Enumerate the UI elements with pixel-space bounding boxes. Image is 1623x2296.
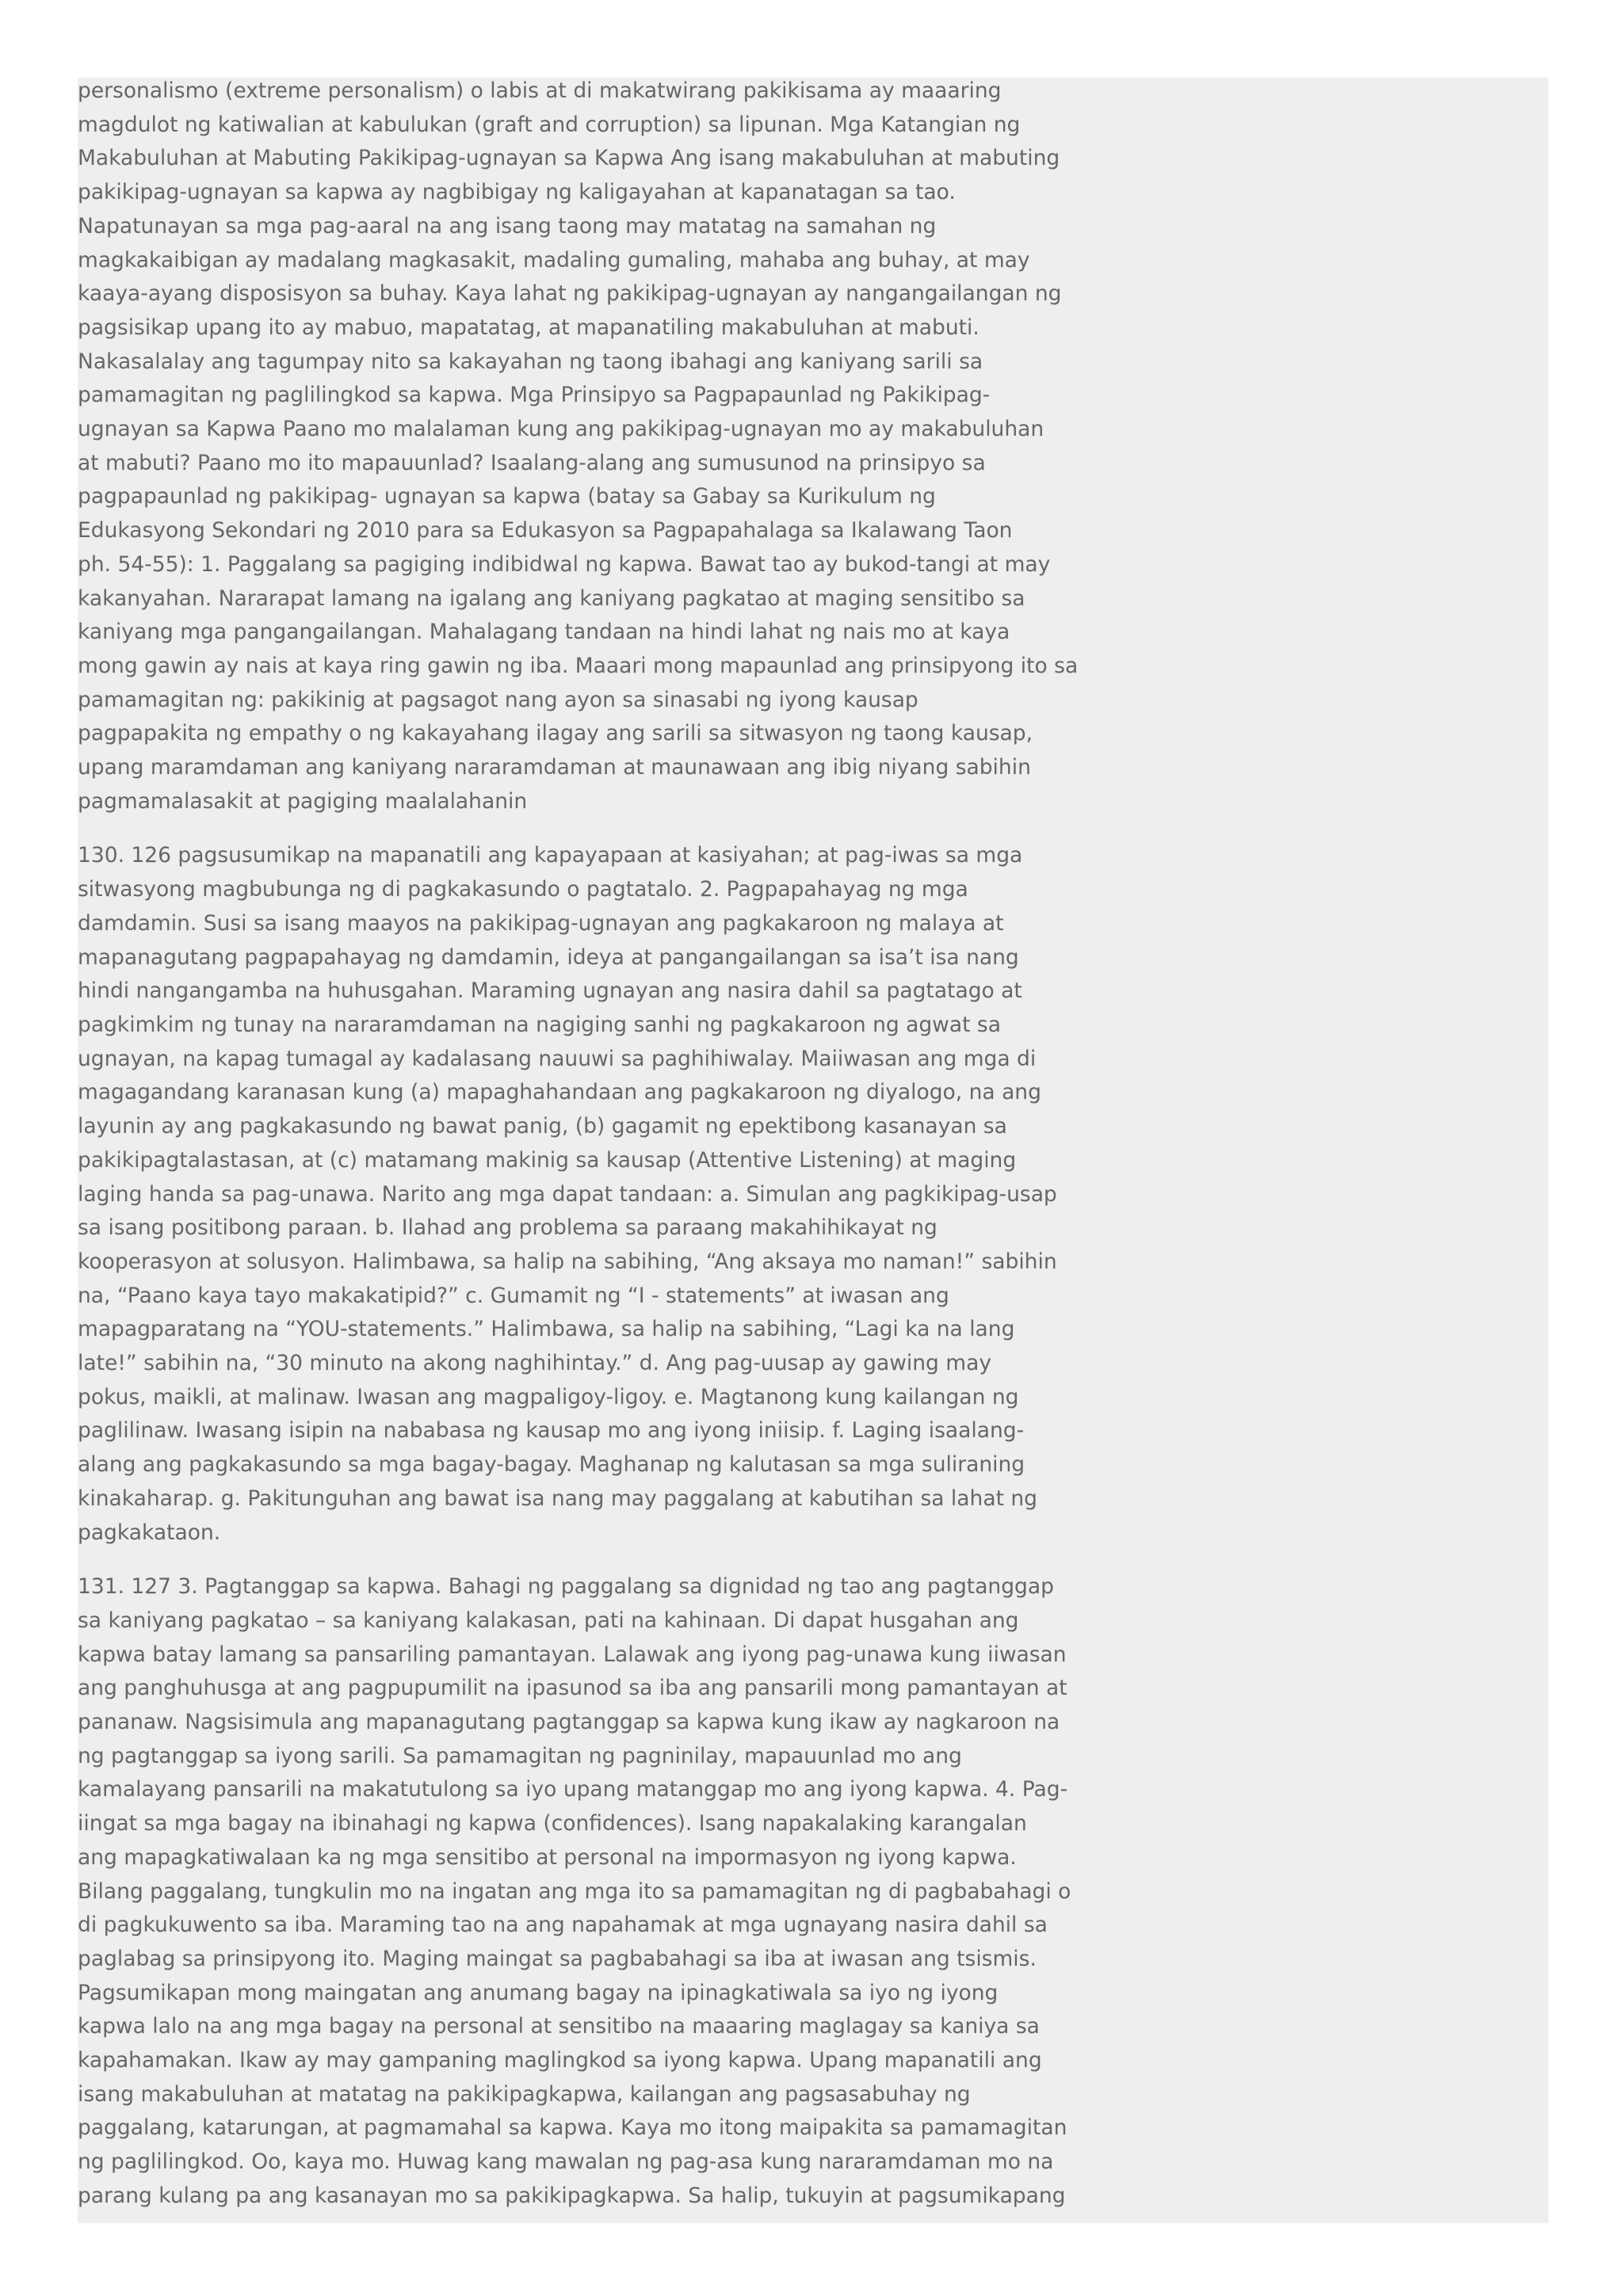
text-line: pagkakataon. [78,1520,221,1545]
text-line: pagmamalasakit at pagiging maalalahanin [78,788,528,814]
text-line: late!” sabihin na, “30 minuto na akong naghihintay.” d. Ang pag-uusap ay gawing may [78,1351,992,1376]
text-line: alang ang pagkakasundo sa mga bagay-bagay. Maghanap ng kalutasan sa mga suliraning [78,1452,1025,1478]
text-line: paglilinaw. Iwasang isipin na nababasa ng kausap mo ang iyong iniisip. f. Laging isaalang- [78,1418,1025,1444]
text-line: ang panghuhusga at ang pagpupumilit na ipasunod sa iba ang pansarili mong pamantayan at [78,1676,1067,1701]
text-line: kinakaharap. g. Pakitunguhan ang bawat isa nang may paggalang at kabutihan sa lahat ng [78,1486,1038,1511]
text-line: pakikipag-ugnayan sa kapwa ay nagbibigay ng kaligayahan at kapanatagan sa tao. [78,180,956,205]
text-line: ng pagtanggap sa iyong sarili. Sa pamamagitan ng pagninilay, mapauunlad mo ang [78,1743,962,1768]
text-line: Bilang paggalang, tungkulin mo na ingatan ang mga ito sa pamamagitan ng di pagbabahagi o [78,1878,1071,1904]
text-line: isang makabuluhan at matatag na pakikipagkapwa, kailangan ang pagsasabuhay ng [78,2081,971,2107]
text-line: mong gawin ay nais at kaya ring gawin ng iba. Maaari mong mapaunlad ang prinsipyong ito sa [78,653,1079,678]
text-line: kapahamakan. Ikaw ay may gampaning maglingkod sa iyong kapwa. Upang mapanatili ang [78,2048,1042,2073]
text-line: 130. 126 pagsusumikap na mapanatili ang kapayapaan at kasiyahan; at pag-iwas sa mga [78,843,1023,868]
text-line: paglabag sa prinsipyong ito. Maging maingat sa pagbabahagi sa iba at iwasan ang tsismis. [78,1946,1037,1971]
text-line: mapagparatang na “YOU-statements.” Halimbawa, sa halip na sabihing, “Lagi ka na lang [78,1317,1015,1342]
text-line: ng paglilingkod. Oo, kaya mo. Huwag kang mawalan ng pag-asa kung nararamdaman mo na [78,2149,1054,2175]
text-line: pagkimkim ng tunay na nararamdaman na nagiging sanhi ng pagkakaroon ng agwat sa [78,1012,1001,1037]
text-line: iingat sa mga bagay na ibinahagi ng kapwa (confidences). Isang napakalaking karangalan [78,1811,1027,1836]
text-line: kakanyahan. Nararapat lamang na igalang ang kaniyang pagkatao at maging sensitibo sa [78,585,1025,611]
text-line: sitwasyong magbubunga ng di pagkakasundo o pagtatalo. 2. Pagpapahayag ng mga [78,877,968,902]
text-line: pagsisikap upang ito ay mabuo, mapatatag, at mapanatiling makabuluhan at mabuti. [78,315,980,340]
text-line: pamamagitan ng: pakikinig at pagsagot nang ayon sa sinasabi ng iyong kausap [78,687,918,712]
text-line: Pagsumikapan mong maingatan ang anumang bagay na ipinagkatiwala sa iyo ng iyong [78,1980,999,2005]
paragraph-3 [78,1570,1071,2213]
text-line: hindi nangangamba na huhusgahan. Maraming ugnayan ang nasira dahil sa pagtatago at [78,978,1022,1004]
text-line: kooperasyon at solusyon. Halimbawa, sa halip na sabihing, “Ang aksaya mo naman!” sabihin [78,1249,1057,1274]
text-line: mapanagutang pagpapahayag ng damdamin, ideya at pangangailangan sa isa’t isa nang [78,944,1019,970]
paragraph-2 [78,839,1068,1550]
text-line: pakikipagtalastasan, at (c) matamang makinig sa kausap (Attentive Listening) at maging [78,1147,1017,1173]
text-line: paggalang, katarungan, at pagmamahal sa kapwa. Kaya mo itong maipakita sa pamamagitan [78,2115,1067,2141]
text-line: pamamagitan ng paglilingkod sa kapwa. Mga Prinsipyo sa Pagpapaunlad ng Pakikipag- [78,383,991,408]
text-line: pananaw. Nagsisimula ang mapanagutang pagtanggap sa kapwa kung ikaw ay nagkaroon na [78,1710,1060,1735]
text-line: layunin ay ang pagkakasundo ng bawat panig, (b) gagamit ng epektibong kasanayan sa [78,1114,1007,1139]
text-line: ph. 54-55): 1. Paggalang sa pagiging indibidwal ng kapwa. Bawat tao ay bukod-tangi at may [78,551,1051,577]
text-line: Makabuluhan at Mabuting Pakikipag-ugnayan sa Kapwa Ang isang makabuluhan at mabuting [78,146,1060,171]
text-line: 131. 127 3. Pagtanggap sa kapwa. Bahagi ng paggalang sa dignidad ng tao ang pagtanggap [78,1574,1054,1600]
text-line: magkakaibigan ay madalang magkasakit, madaling gumaling, mahaba ang buhay, at may [78,247,1030,273]
text-line: Nakasalalay ang tagumpay nito sa kakayahan ng taong ibahagi ang kaniyang sarili sa [78,349,983,374]
text-line: di pagkukuwento sa iba. Maraming tao na ang napahamak at mga ugnayang nasira dahil sa [78,1913,1048,1938]
text-line: parang kulang pa ang kasanayan mo sa pakikipagkapwa. Sa halip, tukuyin at pagsumikapang [78,2183,1066,2208]
text-line: pokus, maikli, at malinaw. Iwasan ang magpaligoy-ligoy. e. Magtanong kung kailangan ng [78,1384,1019,1409]
text-line: ang mapagkatiwalaan ka ng mga sensitibo at personal na impormasyon ng iyong kapwa. [78,1844,1017,1870]
text-line: kapwa lalo na ang mga bagay na personal at sensitibo na maaaring maglagay sa kaniya sa [78,2014,1040,2039]
text-line: magagandang karanasan kung (a) mapaghahandaan ang pagkakaroon ng diyalogo, na ang [78,1080,1041,1105]
text-line: pagpapakita ng empathy o ng kakayahang ilagay ang sarili sa sitwasyon ng taong kausap, [78,721,1033,746]
text-line: sa isang positibong paraan. b. Ilahad ang problema sa paraang makahihikayat ng [78,1215,938,1241]
text-line: damdamin. Susi sa isang maayos na pakikipag-ugnayan ang pagkakaroon ng malaya at [78,910,1004,936]
text-line: kapwa batay lamang sa pansariling pamantayan. Lalawak ang iyong pag-unawa kung iiwasan [78,1642,1067,1667]
text-line: Napatunayan sa mga pag-aaral na ang isang taong may matatag na samahan ng [78,213,937,238]
text-line: kamalayang pansarili na makatutulong sa iyo upang matanggap mo ang iyong kapwa. 4. Pag- [78,1777,1068,1802]
paragraph-1 [78,74,1079,818]
text-line: at mabuti? Paano mo ito mapauunlad? Isaalang-alang ang sumusunod na prinsipyo sa [78,450,986,475]
text-line: ugnayan sa Kapwa Paano mo malalaman kung ang pakikipag-ugnayan mo ay makabuluhan [78,417,1044,442]
text-line: laging handa sa pag-unawa. Narito ang mga dapat tandaan: a. Simulan ang pagkikipag-usap [78,1181,1057,1207]
text-line: pagpapaunlad ng pakikipag- ugnayan sa kapwa (batay sa Gabay sa Kurikulum ng [78,484,936,509]
text-line: kaaya-ayang disposisyon sa buhay. Kaya lahat ng pakikipag-ugnayan ay nangangailangan ng [78,281,1062,307]
text-line: magdulot ng katiwalian at kabulukan (graft and corruption) sa lipunan. Mga Katangian ng [78,112,1021,137]
text-line: ugnayan, na kapag tumagal ay kadalasang nauuwi sa paghihiwalay. Maiiwasan ang mga di [78,1046,1037,1071]
text-line: sa kaniyang pagkatao – sa kaniyang kalakasan, pati na kahinaan. Di dapat husgahan ang [78,1608,1019,1633]
text-line: kaniyang mga pangangailangan. Mahalagang tandaan na hindi lahat ng nais mo at kaya [78,620,1010,645]
text-line: na, “Paano kaya tayo makakatipid?” c. Gumamit ng “I - statements” at iwasan ang [78,1283,949,1308]
document-text [78,74,1079,2234]
text-line: Edukasyong Sekondari ng 2010 para sa Edukasyon sa Pagpapahalaga sa Ikalawang Taon [78,518,1013,543]
text-line: personalismo (extreme personalism) o labis at di makatwirang pakikisama ay maaaring [78,78,1002,103]
text-line: upang maramdaman ang kaniyang nararamdaman at maunawaan ang ibig niyang sabihin [78,755,1031,780]
